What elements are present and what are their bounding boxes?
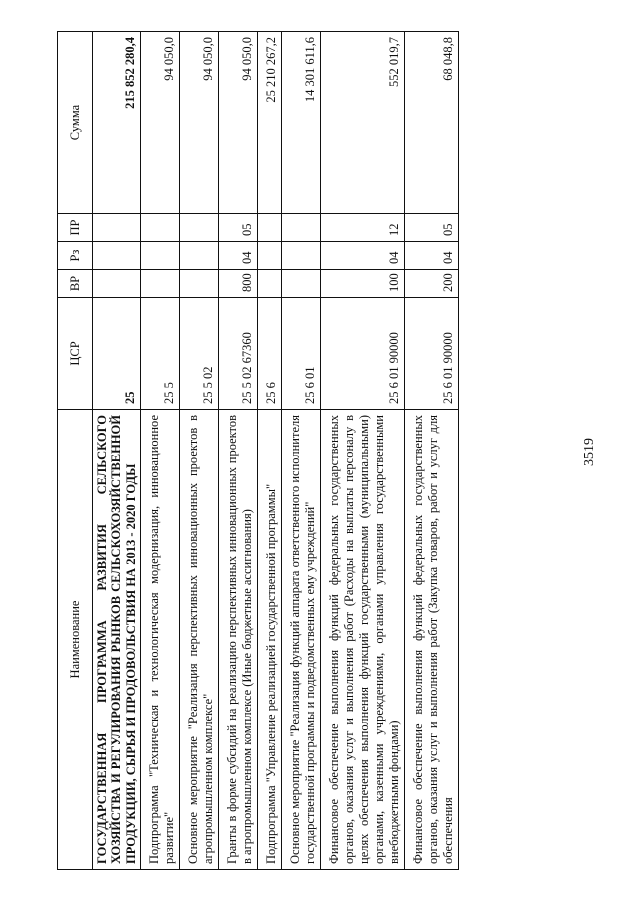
row-rz [180, 242, 219, 270]
row-sum: 68 048,8 [405, 32, 459, 214]
header-vr: ВР [58, 270, 93, 298]
table-row [141, 32, 180, 870]
row-csr: 25 5 02 67360 [219, 298, 258, 410]
row-vr [180, 270, 219, 298]
row-name: Финансовое обеспечение выполнения функций федеральных государственных органов, оказания услуг и выполнения работ (Закупка товаров, работ и услуг для обеспечения [405, 410, 459, 870]
row-rz [141, 242, 180, 270]
row-sum: 94 050,0 [219, 32, 258, 214]
page-number: 3519 [582, 438, 597, 466]
row-name: Подпрограмма "Техническая и технологическая модернизация, инновационное развитие" [141, 410, 180, 870]
row-pr [93, 214, 141, 242]
row-rz: 04 [321, 242, 405, 270]
table-header-row [58, 32, 93, 870]
row-name: Основное мероприятие "Реализация функций аппарата ответственного исполнителя государственной программы и подведомственных ему учреждений" [282, 410, 321, 870]
row-name: Гранты в форме субсидий на реализацию перспективных инновационных проектов в агропромышленном комплексе (Иные бюджетные ассигнования) [219, 410, 258, 870]
row-csr: 25 6 01 90000 [321, 298, 405, 410]
row-vr: 200 [405, 270, 459, 298]
row-pr: 05 [405, 214, 459, 242]
row-csr: 25 6 01 [282, 298, 321, 410]
row-pr [258, 214, 282, 242]
row-rz [282, 242, 321, 270]
row-sum: 14 301 611,6 [282, 32, 321, 214]
row-name: Основное мероприятие "Реализация перспективных инновационных проектов в агропромышленном комплексе" [180, 410, 219, 870]
row-csr: 25 5 [141, 298, 180, 410]
row-csr: 25 [93, 298, 141, 410]
row-vr [282, 270, 321, 298]
row-name: Финансовое обеспечение выполнения функций федеральных государственных органов, оказания услуг и выполнения работ (Расходы на выплаты персоналу в целях обеспечения выполнения функций государственными (муниципальными) органами, казенными учреждениями, органами управления государственными внебюджетными фондами) [321, 410, 405, 870]
row-sum: 552 019,7 [321, 32, 405, 214]
row-sum: 94 050,0 [141, 32, 180, 214]
row-sum: 25 210 267,2 [258, 32, 282, 214]
row-vr [141, 270, 180, 298]
row-rz [93, 242, 141, 270]
header-pr: ПР [58, 214, 93, 242]
row-rz: 04 [405, 242, 459, 270]
row-csr: 25 6 [258, 298, 282, 410]
table-row [219, 32, 258, 870]
table-row [180, 32, 219, 870]
row-pr [180, 214, 219, 242]
row-vr [93, 270, 141, 298]
row-vr [258, 270, 282, 298]
header-csr: ЦСР [58, 298, 93, 410]
header-sum: Сумма [58, 32, 93, 214]
row-csr: 25 5 02 [180, 298, 219, 410]
row-sum: 215 852 280,4 [93, 32, 141, 214]
row-name: ГОСУДАРСТВЕННАЯ ПРОГРАММА РАЗВИТИЯ СЕЛЬСКОГО ХОЗЯЙСТВА И РЕГУЛИРОВАНИЯ РЫНКОВ СЕЛЬСКОХОЗЯЙСТВЕННОЙ ПРОДУКЦИИ, СЫРЬЯ И ПРОДОВОЛЬСТВИЯ НА 2013 - 2020 ГОДЫ [93, 410, 141, 870]
row-vr: 100 [321, 270, 405, 298]
row-pr: 05 [219, 214, 258, 242]
header-rz: Рз [58, 242, 93, 270]
row-name: Подпрограмма "Управление реализацией государственной программы" [258, 410, 282, 870]
row-vr: 800 [219, 270, 258, 298]
table-row [321, 32, 405, 870]
row-csr: 25 6 01 90000 [405, 298, 459, 410]
row-pr: 12 [321, 214, 405, 242]
row-rz: 04 [219, 242, 258, 270]
header-name: Наименование [58, 410, 93, 870]
budget-table [57, 31, 459, 870]
row-rz [258, 242, 282, 270]
table-row [405, 32, 459, 870]
row-pr [141, 214, 180, 242]
table-row [93, 32, 141, 870]
row-pr [282, 214, 321, 242]
row-sum: 94 050,0 [180, 32, 219, 214]
table-row [282, 32, 321, 870]
table-row [258, 32, 282, 870]
